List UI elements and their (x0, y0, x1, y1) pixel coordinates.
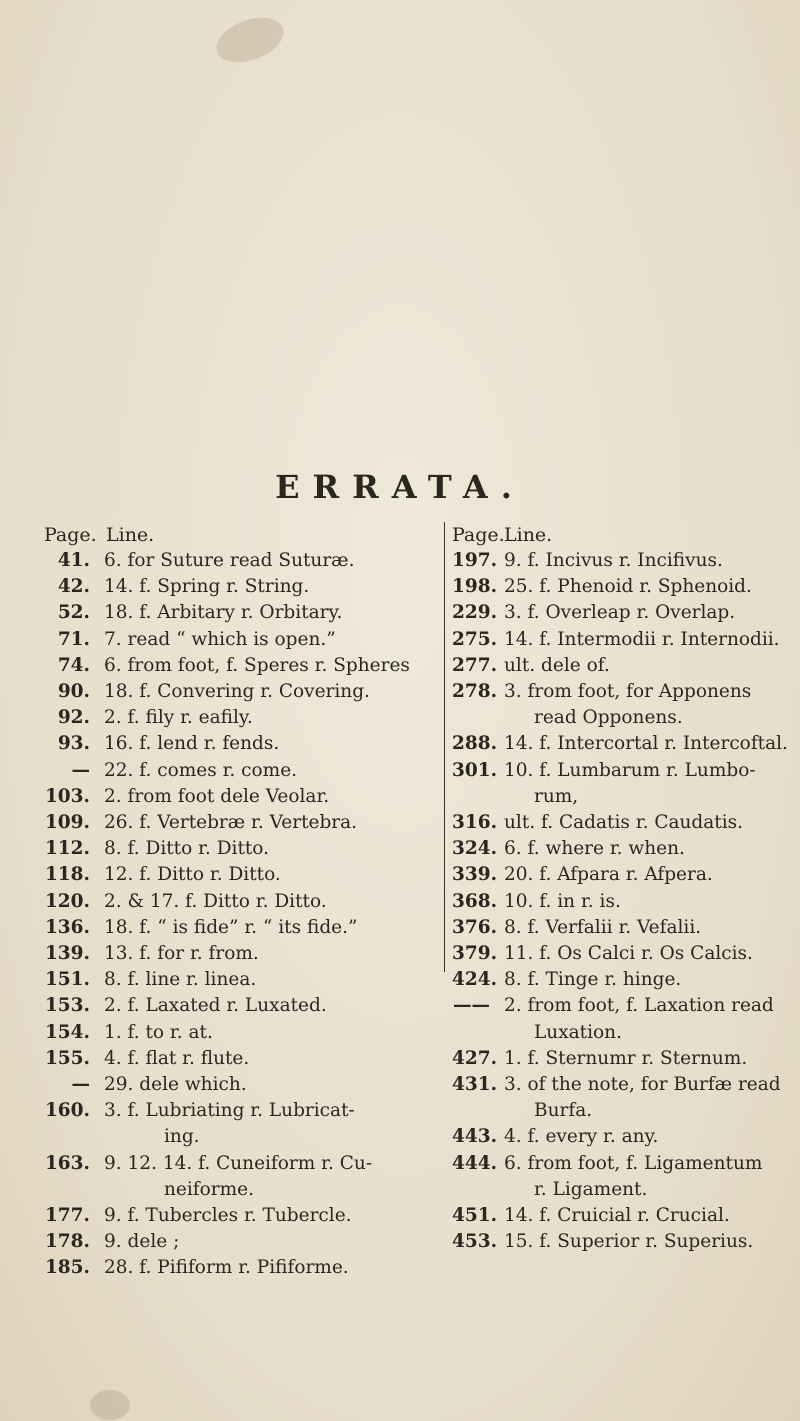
entry-page: 153. (44, 995, 90, 1017)
entry-text: 6. f. where r. when. (504, 838, 685, 860)
entry-text: 26. f. Vertebræ r. Vertebra. (104, 812, 358, 834)
entry-correction (504, 1229, 788, 1255)
entry-correction (504, 1203, 788, 1229)
entry-page: 52. (57, 602, 90, 624)
errata-entry (452, 941, 788, 967)
errata-entry (452, 731, 788, 757)
errata-entry (44, 758, 442, 784)
line-header: Line. (106, 524, 155, 546)
errata-entry (44, 836, 442, 862)
entry-page: 324. (452, 838, 498, 860)
entry-text: 9. dele ; (104, 1231, 180, 1253)
entry-text: 28. f. Pifiform r. Pififorme. (104, 1257, 349, 1279)
entry-page: 118. (44, 864, 90, 886)
entry-correction (504, 758, 788, 810)
entry-page: 103. (44, 785, 90, 807)
entry-correction (504, 1046, 788, 1072)
entry-page: 151. (44, 969, 90, 991)
entry-text: 2. from foot dele Veolar. (104, 785, 330, 807)
entry-continuation: Luxation. (534, 1021, 622, 1043)
entry-page: 112. (44, 838, 90, 860)
entry-text: 9. f. Incivus r. Incifivus. (504, 550, 723, 571)
entry-page: 92. (57, 707, 90, 729)
entry-text: 8. f. Verfalii r. Vefalii. (504, 916, 702, 938)
errata-entry (44, 653, 442, 679)
errata-entry (44, 1229, 442, 1255)
entry-page: 431. (452, 1074, 498, 1096)
paper-stain (90, 1390, 130, 1420)
entry-correction (104, 653, 442, 679)
entry-text: ult. f. Cadatis r. Caudatis. (504, 812, 744, 834)
right-entries (452, 548, 788, 1255)
paper-stain (210, 9, 289, 71)
entry-correction (504, 967, 788, 993)
errata-entry (452, 993, 788, 1045)
entry-correction (504, 731, 788, 757)
entry-page: 41. (57, 550, 90, 571)
errata-entry (44, 1255, 442, 1281)
entry-correction (104, 1255, 442, 1281)
entry-text: 2. f. Laxated r. Luxated. (104, 995, 327, 1017)
entry-page: 197. (452, 550, 498, 571)
entry-page: 139. (44, 943, 90, 965)
errata-entry (452, 810, 788, 836)
errata-entry (44, 1072, 442, 1098)
entry-continuation: neiforme. (164, 1178, 254, 1200)
entry-correction (104, 993, 442, 1019)
entry-text: 2. f. fily r. eafily. (104, 707, 253, 729)
entry-page: 451. (452, 1205, 498, 1227)
entry-correction (504, 941, 788, 967)
entry-correction (104, 1151, 442, 1203)
entry-correction (104, 600, 442, 626)
entry-text: 6. from foot, f. Ligamentum (504, 1152, 763, 1174)
entry-text: 4. f. every r. any. (504, 1126, 659, 1148)
entry-page: 376. (452, 916, 498, 938)
entry-correction (504, 915, 788, 941)
entry-page: 443. (452, 1126, 498, 1148)
entry-page: 178. (44, 1231, 90, 1253)
errata-entry (44, 862, 442, 888)
entry-correction (104, 679, 442, 705)
entry-text: 8. f. line r. linea. (104, 969, 257, 991)
entry-page: 93. (57, 733, 90, 755)
entry-page: 71. (57, 628, 90, 650)
errata-entry (452, 1124, 788, 1150)
entry-correction (104, 967, 442, 993)
entry-correction (504, 627, 788, 653)
right-column (452, 522, 788, 1255)
left-column (44, 522, 442, 1282)
entry-text: 18. f. “ is fide” r. “ its fide.” (104, 916, 358, 938)
entry-text: 7. read “ which is open.” (104, 628, 336, 650)
errata-entry (44, 810, 442, 836)
errata-entry (44, 1098, 442, 1150)
entry-correction (504, 836, 788, 862)
entry-text: 3. f. Lubriating r. Lubricat- (104, 1100, 355, 1122)
entry-page: 154. (44, 1021, 90, 1043)
errata-entry (452, 915, 788, 941)
errata-entry (44, 1020, 442, 1046)
entry-text: 8. f. Tinge r. hinge. (504, 969, 682, 991)
entry-text: 10. f. in r. is. (504, 890, 621, 912)
entry-page: — (71, 759, 90, 781)
entry-page: — (71, 1074, 90, 1096)
errata-entry (44, 679, 442, 705)
entry-page: 136. (44, 916, 90, 938)
entry-text: 16. f. lend r. fends. (104, 733, 280, 755)
entry-text: 2. & 17. f. Ditto r. Ditto. (104, 890, 327, 912)
entry-correction (104, 810, 442, 836)
entry-text: 6. for Suture read Suturæ. (104, 550, 355, 571)
entry-correction (104, 1020, 442, 1046)
entry-text: 20. f. Afpara r. Afpera. (504, 864, 713, 886)
entry-page: 444. (452, 1152, 498, 1174)
errata-entry (452, 574, 788, 600)
errata-entry (44, 574, 442, 600)
entry-text: 3. from foot, for Apponens (504, 681, 752, 703)
errata-entry (44, 993, 442, 1019)
left-entries (44, 548, 442, 1282)
entry-page: 177. (44, 1205, 90, 1227)
entry-page: 90. (57, 681, 90, 703)
errata-entry (44, 1151, 442, 1203)
errata-entry (44, 705, 442, 731)
entry-correction (504, 1124, 788, 1150)
entry-page: 229. (452, 602, 498, 624)
entry-correction (104, 627, 442, 653)
entry-text: 14. f. Cruicial r. Crucial. (504, 1205, 730, 1227)
entry-page: 74. (57, 654, 90, 676)
entry-text: 3. f. Overleap r. Overlap. (504, 602, 736, 624)
errata-entry (44, 784, 442, 810)
entry-page: 424. (452, 969, 498, 991)
entry-page: 453. (452, 1231, 498, 1253)
entry-text: 3. of the note, for Burfæ read (504, 1074, 781, 1096)
errata-entry (452, 836, 788, 862)
errata-entry (452, 627, 788, 653)
entry-page: 277. (452, 654, 498, 676)
entry-correction (104, 941, 442, 967)
entry-page: 339. (452, 864, 498, 886)
entry-text: 9. 12. 14. f. Cuneiform r. Cu- (104, 1152, 373, 1174)
entry-text: 6. from foot, f. Speres r. Spheres (104, 654, 410, 676)
errata-entry (452, 1229, 788, 1255)
entry-correction (504, 548, 788, 574)
entry-page: 160. (44, 1100, 90, 1122)
entry-text: ult. dele of. (504, 654, 610, 676)
entry-continuation: ing. (164, 1126, 200, 1148)
entry-correction (104, 548, 442, 574)
entry-correction (504, 1072, 788, 1124)
entry-correction (104, 836, 442, 862)
page-title: ERRATA. (275, 468, 525, 506)
entry-correction (104, 758, 442, 784)
entry-text: 10. f. Lumbarum r. Lumbo- (504, 759, 756, 781)
entry-text: 18. f. Arbitary r. Orbitary. (104, 602, 343, 624)
errata-entry (452, 1203, 788, 1229)
errata-entry (452, 1072, 788, 1124)
entry-text: 4. f. flat r. flute. (104, 1047, 250, 1069)
errata-entry (452, 967, 788, 993)
entry-page: —— (453, 995, 490, 1017)
errata-entry (44, 600, 442, 626)
entry-page: 316. (452, 812, 498, 834)
entry-correction (504, 889, 788, 915)
entry-correction (104, 1203, 442, 1229)
errata-entry (44, 731, 442, 757)
entry-page: 109. (44, 812, 90, 834)
entry-correction (504, 1151, 788, 1203)
entry-correction (104, 1229, 442, 1255)
errata-entry (452, 862, 788, 888)
entry-text: 8. f. Ditto r. Ditto. (104, 838, 270, 860)
entry-continuation: r. Ligament. (534, 1178, 648, 1200)
entry-correction (504, 574, 788, 600)
entry-continuation: read Opponens. (534, 707, 683, 729)
errata-entry (452, 889, 788, 915)
errata-entry (44, 1046, 442, 1072)
column-divider (444, 522, 445, 972)
page-header: Page. (44, 524, 97, 546)
errata-entry (452, 600, 788, 626)
entry-correction (504, 993, 788, 1045)
entry-page: 379. (452, 943, 498, 965)
errata-entry (452, 679, 788, 731)
entry-correction (504, 862, 788, 888)
errata-entry (452, 758, 788, 810)
entry-correction (104, 862, 442, 888)
entry-correction (104, 1098, 442, 1150)
entry-correction (504, 600, 788, 626)
errata-entry (44, 627, 442, 653)
entry-correction (104, 1072, 442, 1098)
errata-entry (44, 915, 442, 941)
errata-entry (44, 1203, 442, 1229)
entry-text: 11. f. Os Calci r. Os Calcis. (504, 943, 753, 965)
entry-text: 29. dele which. (104, 1074, 247, 1096)
entry-text: 13. f. for r. from. (104, 943, 259, 965)
right-column-header (452, 522, 788, 548)
entry-text: 1. f. to r. at. (104, 1021, 213, 1043)
entry-correction (104, 731, 442, 757)
errata-entry (452, 548, 788, 574)
errata-entry (452, 653, 788, 679)
entry-page: 368. (452, 890, 498, 912)
errata-entry (44, 889, 442, 915)
entry-page: 185. (44, 1257, 90, 1279)
entry-correction (104, 574, 442, 600)
entry-text: 18. f. Convering r. Covering. (104, 681, 370, 703)
entry-correction (104, 889, 442, 915)
errata-entry (44, 967, 442, 993)
entry-text: 9. f. Tubercles r. Tubercle. (104, 1205, 352, 1227)
entry-page: 288. (452, 733, 498, 755)
entry-correction (504, 810, 788, 836)
entry-correction (104, 915, 442, 941)
line-header: Line. (504, 524, 553, 546)
entry-text: 14. f. Intercortal r. Intercoftal. (504, 733, 788, 755)
entry-text: 22. f. comes r. come. (104, 759, 298, 781)
entry-text: 15. f. Superior r. Superius. (504, 1231, 754, 1253)
page-header: Page. (452, 524, 505, 546)
entry-page: 155. (44, 1047, 90, 1069)
entry-text: 12. f. Ditto r. Ditto. (104, 864, 281, 886)
errata-entry (44, 548, 442, 574)
entry-page: 275. (452, 628, 498, 650)
entry-correction (104, 1046, 442, 1072)
entry-text: 2. from foot, f. Laxation read (504, 995, 774, 1017)
errata-entry (44, 941, 442, 967)
entry-page: 163. (44, 1152, 90, 1174)
entry-continuation: Burfa. (534, 1100, 593, 1122)
errata-entry (452, 1046, 788, 1072)
left-column-header (44, 522, 442, 548)
entry-text: 25. f. Phenoid r. Sphenoid. (504, 576, 752, 598)
entry-page: 301. (452, 759, 498, 781)
entry-continuation: rum, (534, 785, 579, 807)
entry-page: 120. (44, 890, 90, 912)
entry-text: 14. f. Spring r. String. (104, 576, 310, 598)
entry-correction (104, 705, 442, 731)
errata-entry (452, 1151, 788, 1203)
entry-page: 278. (452, 681, 498, 703)
entry-page: 198. (452, 576, 498, 598)
entry-correction (504, 653, 788, 679)
entry-correction (504, 679, 788, 731)
entry-text: 1. f. Sternumr r. Sternum. (504, 1047, 748, 1069)
entry-correction (104, 784, 442, 810)
entry-page: 427. (452, 1047, 498, 1069)
entry-text: 14. f. Intermodii r. Internodii. (504, 628, 780, 650)
entry-page: 42. (57, 576, 90, 598)
